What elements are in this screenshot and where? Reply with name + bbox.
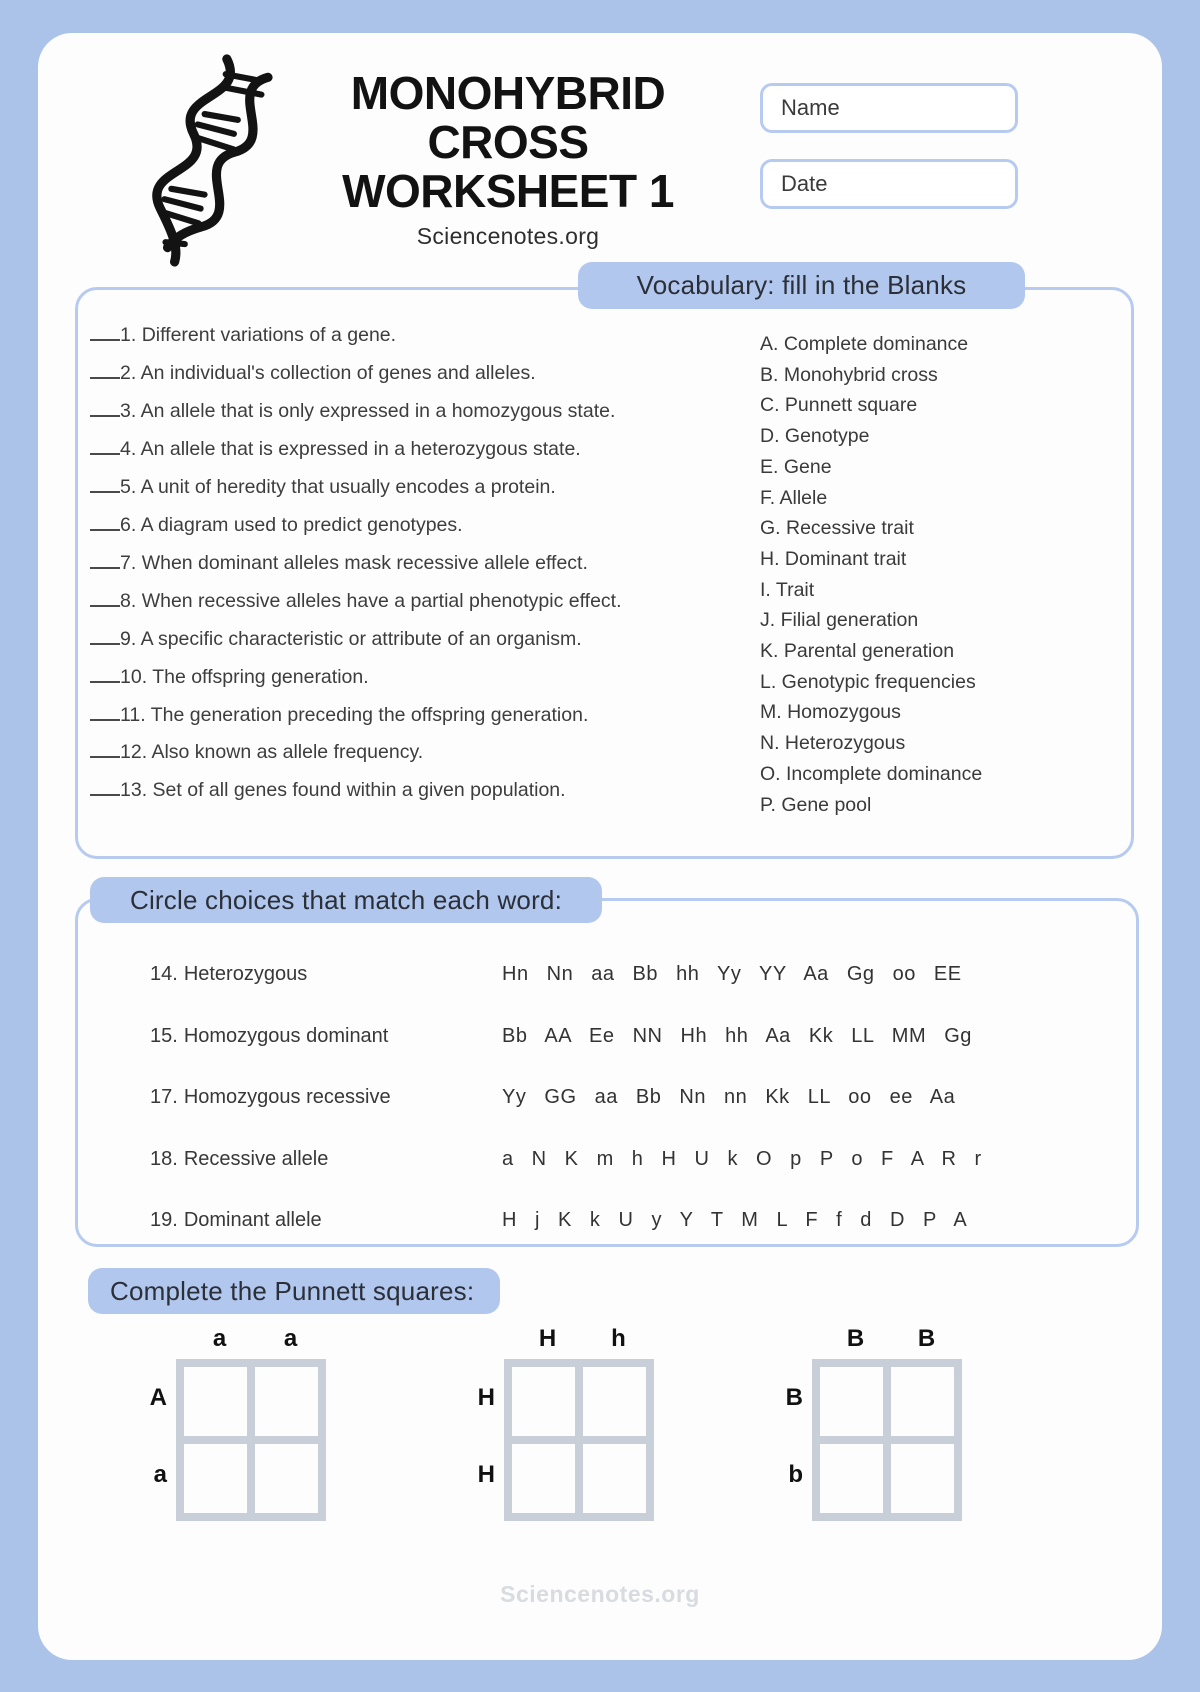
- circle-row-options[interactable]: Yy GG aa Bb Nn nn Kk LL oo ee Aa: [502, 1086, 956, 1108]
- circle-row-options[interactable]: a N K m h H U k O p P o F A R r: [502, 1147, 982, 1170]
- choice-item: I. Trait: [760, 578, 815, 601]
- choice-item: O. Incomplete dominance: [760, 762, 983, 785]
- choice-item: A. Complete dominance: [760, 333, 969, 355]
- punnett-col-label: B: [846, 1325, 865, 1352]
- punnett-col-label: B: [917, 1325, 936, 1352]
- vocabulary-questions: [90, 323, 725, 816]
- punnett-cell[interactable]: [512, 1367, 575, 1436]
- question-item: 11. The generation preceding the offspring generation.: [90, 703, 725, 728]
- question-item: 2. An individual's collection of genes and alleles.: [90, 361, 725, 386]
- name-label: Name: [781, 95, 840, 120]
- punnett-grid: [812, 1359, 962, 1521]
- punnett-grid: [504, 1359, 654, 1521]
- choice-item: B. Monohybrid cross: [760, 363, 938, 386]
- footer-watermark: Sciencenotes.org: [500, 1581, 700, 1607]
- circle-row: [150, 1209, 1090, 1271]
- punnett-squares: [38, 1325, 962, 1521]
- punnett-col-label: a: [212, 1325, 227, 1352]
- question-item: 3. An allele that is only expressed in a homozygous state.: [90, 399, 725, 424]
- answer-blank[interactable]: [90, 716, 120, 721]
- circle-row-label: 15. Homozygous dominant: [150, 1024, 389, 1047]
- question-item: 12. Also known as allele frequency.: [90, 740, 725, 765]
- choice-item: K. Parental generation: [760, 640, 955, 663]
- choice-item: H. Dominant trait: [760, 547, 907, 570]
- punnett-row-label: A: [149, 1383, 167, 1411]
- punnett-col-label: h: [611, 1325, 626, 1352]
- answer-blank[interactable]: [90, 526, 120, 531]
- choice-item: L. Genotypic frequencies: [760, 670, 976, 693]
- punnett-row-label: a: [153, 1460, 167, 1488]
- answer-blank[interactable]: [90, 412, 120, 417]
- answer-blank[interactable]: [90, 640, 120, 645]
- answer-blank[interactable]: [90, 791, 120, 796]
- punnett-square: [468, 1325, 654, 1521]
- circle-section-header: Circle choices that match each word:: [90, 877, 602, 923]
- circle-row-options[interactable]: Hn Nn aa Bb hh Yy YY Aa Gg oo EE: [502, 963, 962, 985]
- punnett-row-label: b: [788, 1460, 803, 1488]
- punnett-row-label: H: [477, 1383, 495, 1411]
- choice-item: M. Homozygous: [760, 701, 901, 724]
- choice-item: J. Filial generation: [760, 609, 919, 632]
- answer-blank[interactable]: [90, 450, 120, 455]
- circle-row: [150, 1086, 1090, 1148]
- question-item: 8. When recessive alleles have a partial phenotypic effect.: [90, 589, 725, 614]
- answer-blank[interactable]: [90, 678, 120, 683]
- question-item: 4. An allele that is expressed in a heterozygous state.: [90, 437, 725, 462]
- question-item: 6. A diagram used to predict genotypes.: [90, 513, 725, 538]
- choice-item: F. Allele: [760, 486, 828, 509]
- punnett-cell[interactable]: [583, 1444, 646, 1513]
- circle-row-options[interactable]: H j K k U y Y T M L F f d D P A: [502, 1209, 968, 1231]
- name-input[interactable]: [760, 83, 1018, 133]
- answer-blank[interactable]: [90, 336, 120, 341]
- circle-row: [150, 963, 1090, 1025]
- date-label: Date: [781, 171, 828, 196]
- page-title-line2: CROSS: [427, 115, 589, 168]
- circle-rows: [150, 963, 1090, 1271]
- punnett-cell[interactable]: [820, 1367, 883, 1436]
- title-block: [268, 69, 748, 250]
- site-subtitle: Sciencenotes.org: [416, 223, 600, 250]
- date-input[interactable]: [760, 159, 1018, 209]
- punnett-col-label: a: [283, 1325, 298, 1352]
- answer-blank[interactable]: [90, 602, 120, 607]
- question-item: 13. Set of all genes found within a given population.: [90, 778, 725, 803]
- question-item: 9. A specific characteristic or attribute of an organism.: [90, 627, 725, 652]
- choice-item: D. Genotype: [760, 425, 870, 448]
- question-item: 10. The offspring generation.: [90, 665, 725, 690]
- punnett-cell[interactable]: [184, 1367, 247, 1436]
- answer-blank[interactable]: [90, 564, 120, 569]
- punnett-square: [776, 1325, 962, 1521]
- page-title-line3: WORKSHEET 1: [342, 164, 674, 217]
- question-item: 1. Different variations of a gene.: [90, 323, 725, 348]
- circle-row-label: 17. Homozygous recessive: [150, 1086, 391, 1108]
- punnett-cell[interactable]: [512, 1444, 575, 1513]
- worksheet-card: [38, 33, 1162, 1660]
- punnett-section-header: Complete the Punnett squares:: [88, 1268, 500, 1314]
- circle-row-label: 18. Recessive allele: [150, 1147, 329, 1170]
- circle-row: [150, 1025, 1090, 1087]
- punnett-cell[interactable]: [255, 1444, 318, 1513]
- choice-item: P. Gene pool: [760, 793, 872, 816]
- punnett-cell[interactable]: [583, 1367, 646, 1436]
- punnett-cell[interactable]: [891, 1367, 954, 1436]
- page-title-line1: MONOHYBRID: [350, 67, 666, 119]
- answer-blank[interactable]: [90, 753, 120, 758]
- punnett-cell[interactable]: [820, 1444, 883, 1513]
- punnett-grid: [176, 1359, 326, 1521]
- punnett-col-label: H: [538, 1325, 557, 1352]
- circle-row-label: 14. Heterozygous: [150, 963, 308, 985]
- circle-row-options[interactable]: Bb AA Ee NN Hh hh Aa Kk LL MM Gg: [502, 1024, 972, 1047]
- question-item: 7. When dominant alleles mask recessive allele effect.: [90, 551, 725, 576]
- choice-item: C. Punnett square: [760, 394, 918, 417]
- choice-item: N. Heterozygous: [760, 732, 906, 755]
- punnett-square: [140, 1325, 326, 1521]
- choice-item: E. Gene: [760, 455, 832, 478]
- vocabulary-choices: [760, 329, 1090, 820]
- circle-row: [150, 1148, 1090, 1210]
- circle-row-label: 19. Dominant allele: [150, 1209, 322, 1231]
- punnett-row-label: B: [785, 1383, 803, 1411]
- answer-blank[interactable]: [90, 374, 120, 379]
- punnett-cell[interactable]: [891, 1444, 954, 1513]
- answer-blank[interactable]: [90, 488, 120, 493]
- question-item: 5. A unit of heredity that usually encodes a protein.: [90, 475, 725, 500]
- punnett-cell[interactable]: [184, 1444, 247, 1513]
- punnett-row-label: H: [477, 1460, 495, 1488]
- choice-item: G. Recessive trait: [760, 517, 914, 540]
- vocabulary-header: Vocabulary: fill in the Blanks: [578, 262, 1025, 309]
- punnett-cell[interactable]: [255, 1367, 318, 1436]
